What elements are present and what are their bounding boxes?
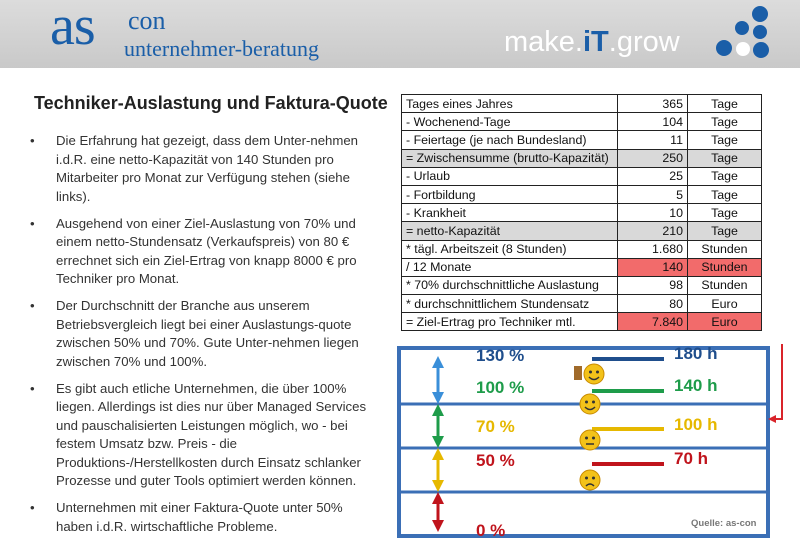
row-value: 5 — [618, 185, 688, 203]
source-note: Quelle: as-con — [691, 518, 757, 529]
row-unit: Stunden — [688, 258, 762, 276]
row-unit: Tage — [688, 149, 762, 167]
table-row — [402, 113, 762, 131]
percent-label: 0 % — [476, 521, 506, 540]
row-unit: Euro — [688, 313, 762, 331]
smiley-eye-icon — [592, 401, 595, 404]
logo-as: as — [50, 0, 95, 57]
row-unit: Tage — [688, 204, 762, 222]
table-row — [402, 295, 762, 313]
percent-label: 70 % — [476, 417, 515, 436]
percent-label: 130 % — [476, 346, 525, 365]
row-label: - Krankheit — [402, 204, 618, 222]
table-row — [402, 222, 762, 240]
hours-label: 70 h — [674, 449, 709, 468]
row-value: 104 — [618, 113, 688, 131]
list-item: • Die Erfahrung hat gezeigt, dass dem Unter-nehmen i.d.R. eine netto-Kapazität von 140 Stunden pro Mitarbeiter pro Monat zur Verfügung stehen (siehe links). — [30, 132, 375, 206]
row-label: = Ziel-Ertrag pro Techniker mtl. — [402, 313, 618, 331]
table-row — [402, 313, 762, 331]
drink-icon — [574, 366, 582, 380]
row-value: 10 — [618, 204, 688, 222]
row-label: * tägl. Arbeitszeit (8 Stunden) — [402, 240, 618, 258]
row-unit: Stunden — [688, 240, 762, 258]
percent-label: 50 % — [476, 451, 515, 470]
row-label: * durchschnittlichem Stundensatz — [402, 295, 618, 313]
smiley-eye-icon — [592, 437, 595, 440]
row-label: - Feiertage (je nach Bundesland) — [402, 131, 618, 149]
table-row — [402, 167, 762, 185]
row-unit: Euro — [688, 295, 762, 313]
list-item: • Ausgehend von einer Ziel-Auslastung von 70% und einem netto-Stundensatz (Verkaufspreis) von 80 € errechnet sich ein Ziel-Ertrag von knapp 8000 € pro Techniker pro Monat. — [30, 215, 375, 289]
row-label: Tages eines Jahres — [402, 95, 618, 113]
row-value: 7.840 — [618, 313, 688, 331]
header-banner — [0, 0, 800, 68]
row-unit: Tage — [688, 131, 762, 149]
table-row — [402, 185, 762, 203]
percent-label: 100 % — [476, 378, 525, 397]
smiley-eye-icon — [596, 371, 599, 374]
neutral-smiley-icon — [580, 430, 600, 450]
row-unit: Stunden — [688, 276, 762, 294]
hours-label: 100 h — [674, 415, 718, 434]
slogan-it: iT — [582, 26, 609, 58]
row-label: / 12 Monate — [402, 258, 618, 276]
row-unit: Tage — [688, 185, 762, 203]
list-item: • Es gibt auch etliche Unternehmen, die über 100% liegen. Allerdings ist dies nur über Managed Services und pauschalisierten Leistungen möglich, wo - bei festem Umsatz bzw. Preis - die Produktions-/Herstellkosten durch Einsatz schlanker Prozesse und guter Tools optimiert werden können. — [30, 380, 375, 491]
table-row — [402, 149, 762, 167]
smiley-eye-icon — [589, 371, 592, 374]
logo-con: con — [128, 6, 166, 35]
row-unit: Tage — [688, 113, 762, 131]
row-value: 250 — [618, 149, 688, 167]
row-value: 365 — [618, 95, 688, 113]
table-row — [402, 131, 762, 149]
slogan-grow: .grow — [608, 26, 680, 58]
page-title: Techniker-Auslastung und Faktura-Quote — [34, 93, 388, 113]
row-unit: Tage — [688, 167, 762, 185]
row-label: - Fortbildung — [402, 185, 618, 203]
capacity-table — [401, 94, 762, 331]
row-value: 11 — [618, 131, 688, 149]
table-row — [402, 204, 762, 222]
hours-label: 140 h — [674, 376, 718, 395]
table-row — [402, 258, 762, 276]
table-row — [402, 276, 762, 294]
smiley-eye-icon — [585, 401, 588, 404]
row-value: 1.680 — [618, 240, 688, 258]
table-row — [402, 240, 762, 258]
dots-logo-icon — [712, 4, 772, 64]
row-label: * 70% durchschnittliche Auslastung — [402, 276, 618, 294]
row-label: - Wochenend-Tage — [402, 113, 618, 131]
sad-smiley-icon — [580, 470, 600, 490]
smiley-eye-icon — [592, 477, 595, 480]
row-unit: Tage — [688, 95, 762, 113]
cool-smiley-icon — [584, 364, 604, 384]
row-label: = netto-Kapazität — [402, 222, 618, 240]
list-item: • Unternehmen mit einer Faktura-Quote unter 50% haben i.d.R. wirtschaftliche Probleme. — [30, 499, 375, 536]
list-item: • Der Durchschnitt der Branche aus unserem Betriebsvergleich liegt bei einer Auslastungs-quote zwischen 50% und 70%. Gute Unter-nehmen liegen zwischen 70% und 100%. — [30, 297, 375, 371]
slogan-make: make. — [504, 26, 583, 58]
logo-subtitle: unternehmer-beratung — [124, 36, 320, 61]
row-value: 98 — [618, 276, 688, 294]
smiley-eye-icon — [585, 437, 588, 440]
slogan — [504, 26, 680, 59]
row-value: 210 — [618, 222, 688, 240]
utilization-diagram — [396, 344, 800, 544]
hours-label: 180 h — [674, 344, 718, 363]
table-row — [402, 95, 762, 113]
row-value: 80 — [618, 295, 688, 313]
row-value: 140 — [618, 258, 688, 276]
happy-smiley-icon — [580, 394, 600, 414]
bullet-list — [30, 132, 375, 545]
smiley-eye-icon — [585, 477, 588, 480]
row-value: 25 — [618, 167, 688, 185]
row-unit: Tage — [688, 222, 762, 240]
row-label: = Zwischensumme (brutto-Kapazität) — [402, 149, 618, 167]
row-label: - Urlaub — [402, 167, 618, 185]
